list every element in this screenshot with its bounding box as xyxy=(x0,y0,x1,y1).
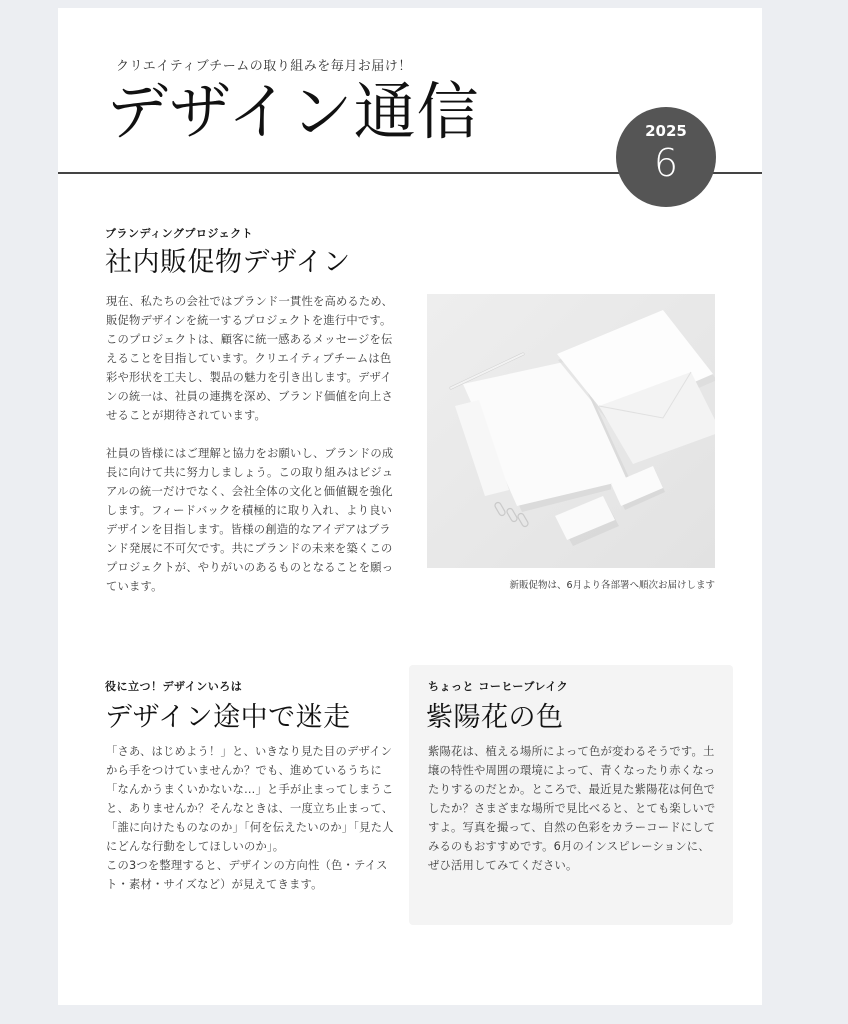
branding-paragraph-2: 社員の皆様にはご理解と協力をお願いし、ブランドの成長に向けて共に努力しましょう。この取り組みはビジュアルの統一だけでなく、会社全体の文化と価値観を強化します。フィードバックを積極的に取り入れ、より良いデザインを目指します。皆様の創造的なアイデアはブランド発展に不可欠です。共にブランドの未来を築くこのプロジェクトが、やりがいのあるものとなることを願っています。 xyxy=(106,447,394,593)
issue-badge xyxy=(616,107,716,207)
coffee-break-kicker: ちょっと コーヒーブレイク xyxy=(428,680,569,693)
design-tips-headline: デザイン途中で迷走 xyxy=(105,702,351,733)
coffee-break-body: 紫陽花は、植える場所によって色が変わるそうです。土壌の特性や周囲の環境によって、青くなったり赤くなったりするのだとか。ところで、最近見た紫陽花は何色でしたか？さまざまな場所で見比べると、とても楽しいですよ。写真を撮って、自然の色彩をカラーコードにしてみるのもおすすめです。6月のインスピレーションに、ぜひ活用してみてください。 xyxy=(428,745,716,872)
stationery-mockup-image xyxy=(427,294,715,568)
design-tips-body: 「さあ、はじめよう！」と、いきなり見た目のデザインから手をつけていませんか？でも、進めているうちに「なんかうまくいかないな…」と手が止まってしまうこと、ありませんか？そんなときは、一度立ち止まって、「誰に向けたものなのか」「何を伝えたいのか」「見た人にどんな行動をしてほしいのか」。 この3つを整理すると、デザインの方向性（色・テイスト・素材・サイズなど）が見えてきます。 xyxy=(106,745,394,891)
design-tips-kicker: 役に立つ！デザインいろは xyxy=(105,680,243,693)
coffee-break-box xyxy=(409,665,733,925)
branding-kicker: ブランディングプロジェクト xyxy=(105,227,254,240)
issue-month: 6 xyxy=(653,141,679,185)
newsletter-title: デザイン通信 xyxy=(106,75,480,148)
issue-year: 2025 xyxy=(645,122,687,140)
newsletter-tagline: クリエイティブチームの取り組みを毎月お届け！ xyxy=(116,59,412,74)
newsletter-page xyxy=(58,8,762,1005)
stationery-mockup-photo xyxy=(427,294,715,568)
photo-caption: 新販促物は、6月より各部署へ順次お届けします xyxy=(509,580,715,591)
branding-paragraph-1: 現在、私たちの会社ではブランド一貫性を高めるため、販促物デザインを統一するプロジェクトを進行中です。このプロジェクトは、顧客に統一感あるメッセージを伝えることを目指しています。クリエイティブチームは色彩や形状を工夫し、製品の魅力を引き出します。デザインの統一は、社員の連携を深め、ブランド価値を向上させることが期待されています。 xyxy=(106,295,393,422)
branding-headline: 社内販促物デザイン xyxy=(105,247,351,278)
coffee-break-headline: 紫陽花の色 xyxy=(426,702,564,733)
branding-body xyxy=(106,292,396,596)
